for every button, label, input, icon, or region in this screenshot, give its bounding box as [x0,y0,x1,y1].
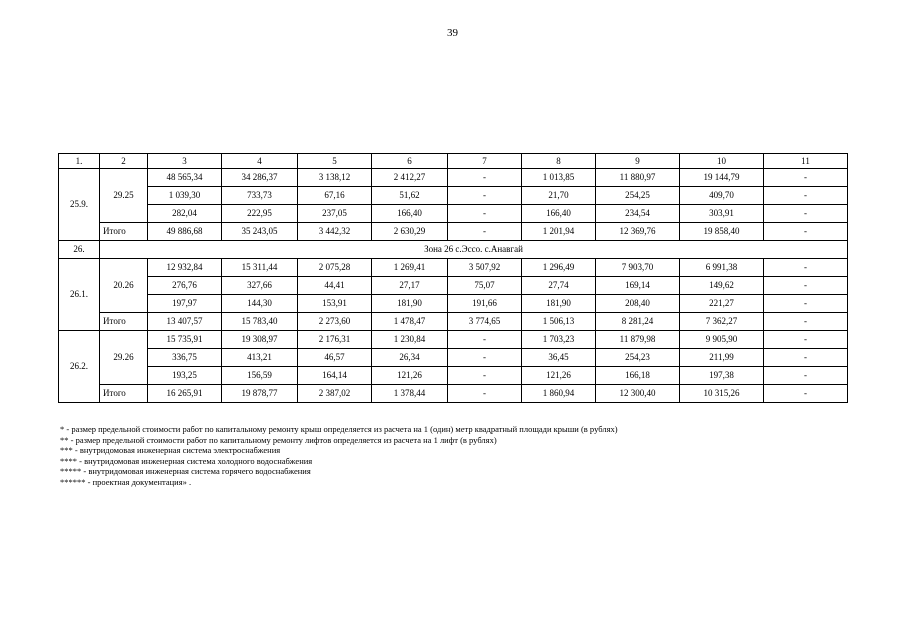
total-cell: 35 243,05 [222,223,298,241]
item-subcode: 29.25 [100,169,148,223]
value-cell: 409,70 [680,187,764,205]
value-cell: 254,23 [596,349,680,367]
value-cell: 413,21 [222,349,298,367]
value-cell: 193,25 [148,367,222,385]
value-cell: 733,73 [222,187,298,205]
table-row [59,331,848,349]
footnotes [60,424,618,487]
value-cell: 282,04 [148,205,222,223]
total-cell: 7 362,27 [680,313,764,331]
column-header: 3 [148,154,222,169]
total-cell: 2 387,02 [298,385,372,403]
value-cell: 7 903,70 [596,259,680,277]
footnote-line: ****** - проектная документация» . [60,476,192,487]
value-cell: - [448,169,522,187]
value-cell: 1 296,49 [522,259,596,277]
item-code: 25.9. [59,169,100,241]
value-cell: 6 991,38 [680,259,764,277]
total-cell: 16 265,91 [148,385,222,403]
value-cell: - [448,349,522,367]
total-cell: 1 478,47 [372,313,448,331]
value-cell: 181,90 [522,295,596,313]
value-cell: 21,70 [522,187,596,205]
value-cell: 1 013,85 [522,169,596,187]
total-label: Итого [100,385,148,403]
column-header: 8 [522,154,596,169]
value-cell: - [764,367,848,385]
value-cell: 336,75 [148,349,222,367]
value-cell: 153,91 [298,295,372,313]
total-cell: 19 858,40 [680,223,764,241]
footnote-line: * - размер предельной стоимости работ по капитальному ремонту крыш определяется из расчета на 1 (один) метр квадратный площади крыши (в рублях) [60,424,618,434]
value-cell: 67,16 [298,187,372,205]
zone-title: Зона 26 с.Эссо. с.Анавгай [100,241,848,259]
column-header: 4 [222,154,298,169]
value-cell: 166,40 [522,205,596,223]
value-cell: 3 507,92 [448,259,522,277]
total-cell: - [448,385,522,403]
value-cell: 164,14 [298,367,372,385]
value-cell: 121,26 [372,367,448,385]
item-subcode: 29.26 [100,331,148,385]
footnote-line: **** - внутридомовая инженерная система холодного водоснабжения [60,455,313,466]
column-header: 6 [372,154,448,169]
value-cell: - [764,259,848,277]
value-cell: 11 879,98 [596,331,680,349]
column-header: 2 [100,154,148,169]
value-cell: 27,17 [372,277,448,295]
value-cell: - [764,169,848,187]
value-cell: 208,40 [596,295,680,313]
value-cell: - [448,205,522,223]
value-cell: 2 075,28 [298,259,372,277]
value-cell: 19 308,97 [222,331,298,349]
footnote-line: ** - размер предельной стоимости работ по капитальному ремонту лифтов определяется из расчета на 1 лифт (в рублях) [60,434,497,445]
header-row [59,154,848,169]
total-row [59,313,848,331]
value-cell: 303,91 [680,205,764,223]
value-cell: 166,18 [596,367,680,385]
total-cell: 19 878,77 [222,385,298,403]
value-cell: 234,54 [596,205,680,223]
total-cell: 8 281,24 [596,313,680,331]
item-code: 26.1. [59,259,100,331]
value-cell: 36,45 [522,349,596,367]
value-cell: 9 905,90 [680,331,764,349]
total-cell: 2 630,29 [372,223,448,241]
table-row [59,205,848,223]
value-cell: 156,59 [222,367,298,385]
value-cell: 221,27 [680,295,764,313]
table-row [59,187,848,205]
column-header: 5 [298,154,372,169]
total-cell: 3 442,32 [298,223,372,241]
value-cell: 1 703,23 [522,331,596,349]
total-row [59,385,848,403]
item-subcode: 20.26 [100,259,148,313]
footnote-line: *** - внутридомовая инженерная система электроснабжения [60,445,281,455]
item-code: 26.2. [59,331,100,403]
column-header: 9 [596,154,680,169]
value-cell: 1 230,84 [372,331,448,349]
value-cell: 3 138,12 [298,169,372,187]
value-cell: 27,74 [522,277,596,295]
total-cell: 1 201,94 [522,223,596,241]
value-cell: 276,76 [148,277,222,295]
value-cell: 169,14 [596,277,680,295]
total-cell: - [764,385,848,403]
total-cell: - [764,223,848,241]
value-cell: 222,95 [222,205,298,223]
total-cell: 1 378,44 [372,385,448,403]
value-cell: 149,62 [680,277,764,295]
table-row [59,277,848,295]
value-cell: 15 735,91 [148,331,222,349]
total-cell: 1 860,94 [522,385,596,403]
value-cell: 121,26 [522,367,596,385]
column-header: 10 [680,154,764,169]
total-cell: 3 774,65 [448,313,522,331]
value-cell: - [764,205,848,223]
value-cell: 51,62 [372,187,448,205]
value-cell: 75,07 [448,277,522,295]
value-cell: 44,41 [298,277,372,295]
cost-table [58,153,848,403]
table-row [59,169,848,187]
total-cell: 15 783,40 [222,313,298,331]
value-cell: 1 269,41 [372,259,448,277]
total-label: Итого [100,313,148,331]
table-body [59,154,848,403]
page-number: 39 [447,27,458,39]
total-cell: 49 886,68 [148,223,222,241]
value-cell: 2 176,31 [298,331,372,349]
value-cell: - [764,295,848,313]
value-cell: 1 039,30 [148,187,222,205]
value-cell: 12 932,84 [148,259,222,277]
value-cell: - [764,277,848,295]
value-cell: 26,34 [372,349,448,367]
total-cell: 13 407,57 [148,313,222,331]
value-cell: 144,30 [222,295,298,313]
value-cell: 211,99 [680,349,764,367]
value-cell: 48 565,34 [148,169,222,187]
total-cell: 2 273,60 [298,313,372,331]
total-cell: 1 506,13 [522,313,596,331]
value-cell: - [764,349,848,367]
value-cell: - [448,187,522,205]
total-label: Итого [100,223,148,241]
zone-code: 26. [59,241,100,259]
total-cell: 12 369,76 [596,223,680,241]
value-cell: 327,66 [222,277,298,295]
total-cell: 12 300,40 [596,385,680,403]
value-cell: 181,90 [372,295,448,313]
zone-row [59,241,848,259]
value-cell: 19 144,79 [680,169,764,187]
value-cell: 197,38 [680,367,764,385]
table-row [59,259,848,277]
footnote-line: ***** - внутридомовая инженерная система горячего водоснабжения [60,466,311,476]
value-cell: 11 880,97 [596,169,680,187]
total-cell: - [764,313,848,331]
value-cell: 15 311,44 [222,259,298,277]
table-row [59,349,848,367]
total-row [59,223,848,241]
column-header: 1. [59,154,100,169]
table-row [59,367,848,385]
value-cell: - [764,187,848,205]
value-cell: 46,57 [298,349,372,367]
value-cell: 237,05 [298,205,372,223]
column-header: 7 [448,154,522,169]
value-cell: - [448,367,522,385]
value-cell: 197,97 [148,295,222,313]
total-cell: - [448,223,522,241]
total-cell: 10 315,26 [680,385,764,403]
value-cell: 191,66 [448,295,522,313]
cost-table-container [58,153,847,403]
value-cell: - [448,331,522,349]
value-cell: - [764,331,848,349]
value-cell: 2 412,27 [372,169,448,187]
value-cell: 34 286,37 [222,169,298,187]
table-row [59,295,848,313]
column-header: 11 [764,154,848,169]
value-cell: 166,40 [372,205,448,223]
value-cell: 254,25 [596,187,680,205]
